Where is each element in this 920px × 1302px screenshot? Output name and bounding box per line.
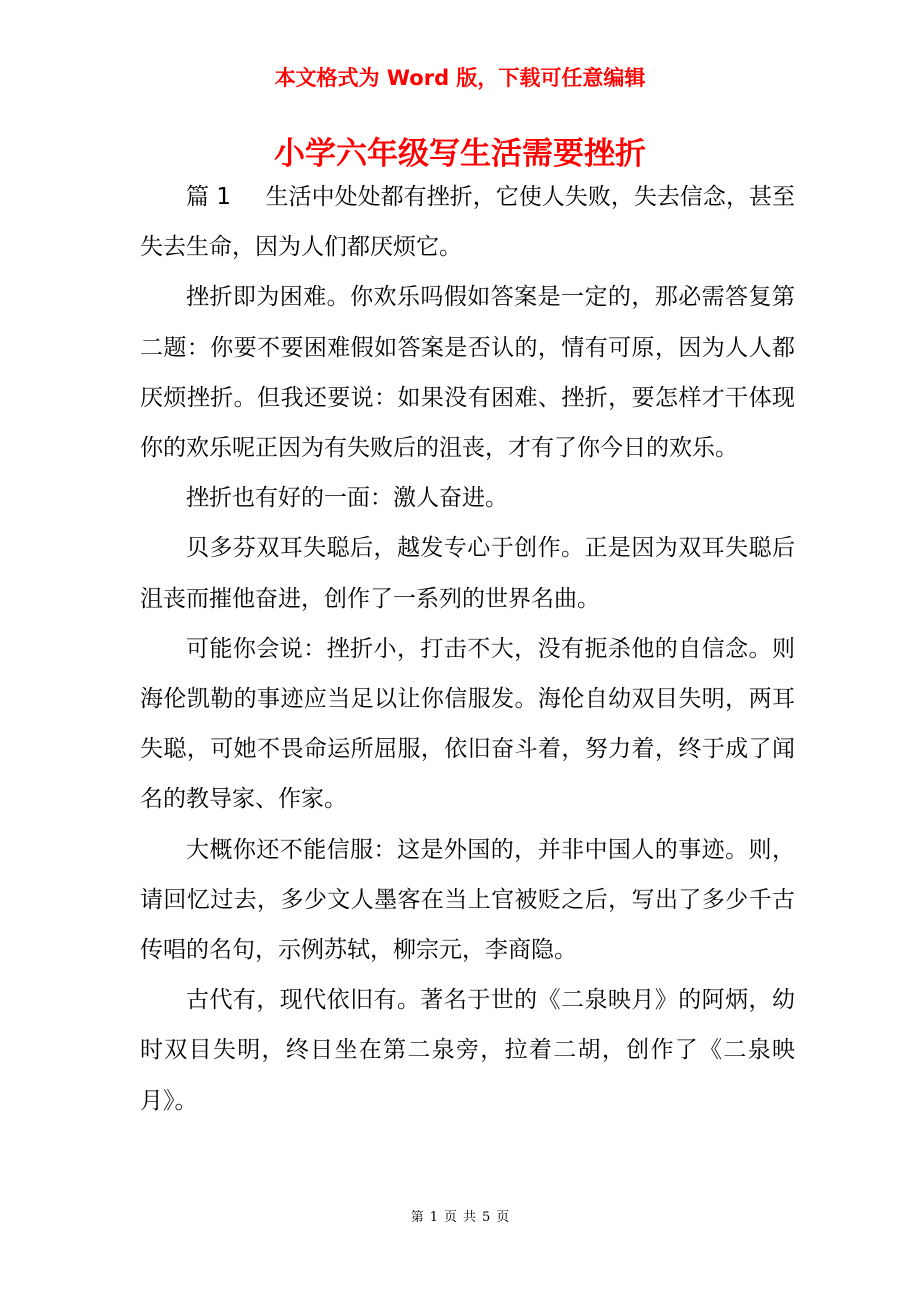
footer-page-number: 1 <box>429 1210 438 1225</box>
paragraph-3: 挫折也有好的一面：激人奋进。 <box>186 485 508 512</box>
paragraph-5: 可能你会说：挫折小，打击不大，没有扼杀他的自信念。则海伦凯勒的事迹应当足以让你信服发。海伦自幼双目失明，两耳失聪，可她不畏命运所屈服，依旧奋斗着，努力着，终于成了闻名的教导家、作家。 <box>140 635 795 813</box>
footer-total-pages: 5 <box>482 1210 491 1225</box>
format-notice: 本文格式为 Word 版，下载可任意编辑 <box>274 66 646 90</box>
document-title: 小学六年级写生活需要挫折 <box>274 136 646 172</box>
paragraph-1-text: 生活中处处都有挫折，它使人失败，失去信念，甚至失去生命，因为人们都厌烦它。 <box>140 184 796 261</box>
paragraph-1 <box>140 172 795 272</box>
paragraph-4: 贝多芬双耳失聪后，越发专心于创作。正是因为双耳失聪后沮丧而摧他奋进，创作了一系列的世界名曲。 <box>140 535 795 612</box>
footer-total-word: 共 <box>463 1210 477 1225</box>
footer-prefix: 第 <box>410 1210 424 1225</box>
paragraph-6: 大概你还不能信服：这是外国的，并非中国人的事迹。则，请回忆过去，多少文人墨客在当上官被贬之后，写出了多少千古传唱的名句，示例苏轼，柳宗元，李商隐。 <box>140 836 795 964</box>
footer-page-word: 页 <box>443 1210 457 1225</box>
footer-suffix: 页 <box>496 1210 510 1225</box>
section-label: 篇 1 <box>186 184 231 210</box>
document-body <box>140 172 795 1126</box>
page-footer <box>0 1208 920 1228</box>
paragraph-7: 古代有，现代依旧有。著名于世的《二泉映月》的阿炳，幼时双目失明，终日坐在第二泉旁，拉着二胡，创作了《二泉映月》。 <box>140 987 795 1114</box>
paragraph-2: 挫折即为困难。你欢乐吗假如答案是一定的，那必需答复第二题：你要不要困难假如答案是否认的，情有可原，因为人人都厌烦挫折。但我还要说：如果没有困难、挫折，要怎样才干体现你的欢乐呢正因为有失败后的沮丧，才有了你今日的欢乐。 <box>140 284 795 462</box>
